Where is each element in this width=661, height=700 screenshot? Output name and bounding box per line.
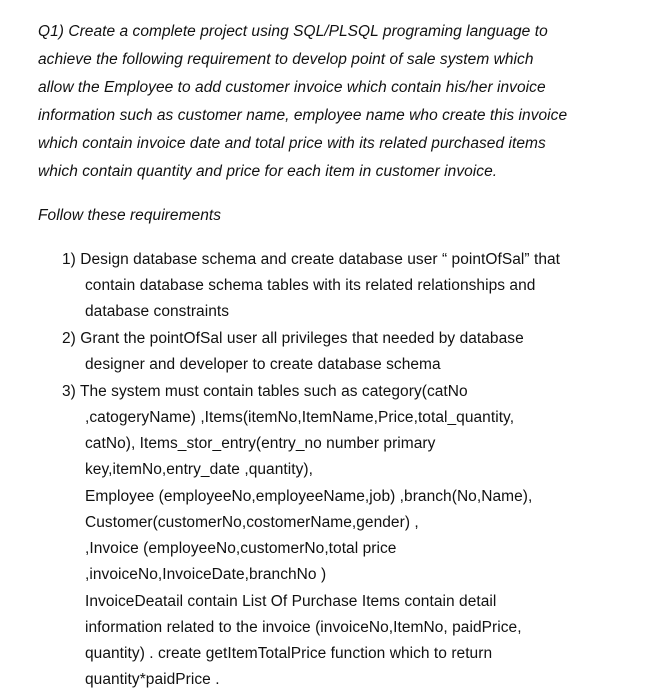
requirement-3-line: quantity) . create getItemTotalPrice function which to return (85, 645, 493, 662)
follow-heading: Follow these requirements (38, 207, 222, 224)
question-line: which contain invoice date and total price with its related purchased items (38, 135, 546, 152)
requirement-3-line: Customer(customerNo,costomerName,gender) , (85, 514, 419, 531)
question-line: information such as customer name, employee name who create this invoice (38, 107, 568, 124)
requirement-3-line: ,catogeryName) ,Items(itemNo,ItemName,Price,total_quantity, (85, 409, 515, 426)
requirement-3-line: 3) The system must contain tables such as category(catNo (62, 383, 468, 400)
requirement-2-line: designer and developer to create database schema (85, 356, 441, 373)
requirement-3-line: ,Invoice (employeeNo,customerNo,total price (85, 540, 397, 557)
requirement-1-line: contain database schema tables with its related relationships and (85, 277, 536, 294)
requirement-1-line: 1) Design database schema and create database user “ pointOfSal” that (62, 251, 561, 268)
requirement-3-line: information related to the invoice (invoiceNo,ItemNo, paidPrice, (85, 619, 522, 636)
question-line: allow the Employee to add customer invoice which contain his/her invoice (38, 79, 546, 96)
requirement-3-line: quantity*paidPrice . (85, 671, 220, 688)
question-line: which contain quantity and price for each item in customer invoice. (38, 163, 498, 180)
requirement-3-line: InvoiceDeatail contain List Of Purchase Items contain detail (85, 593, 497, 610)
requirement-3-line: ,invoiceNo,InvoiceDate,branchNo ) (85, 566, 327, 583)
question-line: achieve the following requirement to develop point of sale system which (38, 51, 534, 68)
requirement-3-line: key,itemNo,entry_date ,quantity), (85, 461, 313, 478)
requirement-3-line: Employee (employeeNo,employeeName,job) ,branch(No,Name), (85, 488, 533, 505)
question-line: Q1) Create a complete project using SQL/PLSQL programing language to (38, 23, 548, 40)
requirement-1-line: database constraints (85, 303, 230, 320)
requirement-3-line: catNo), Items_stor_entry(entry_no number primary (85, 435, 436, 452)
requirement-2-line: 2) Grant the pointOfSal user all privileges that needed by database (62, 330, 524, 347)
